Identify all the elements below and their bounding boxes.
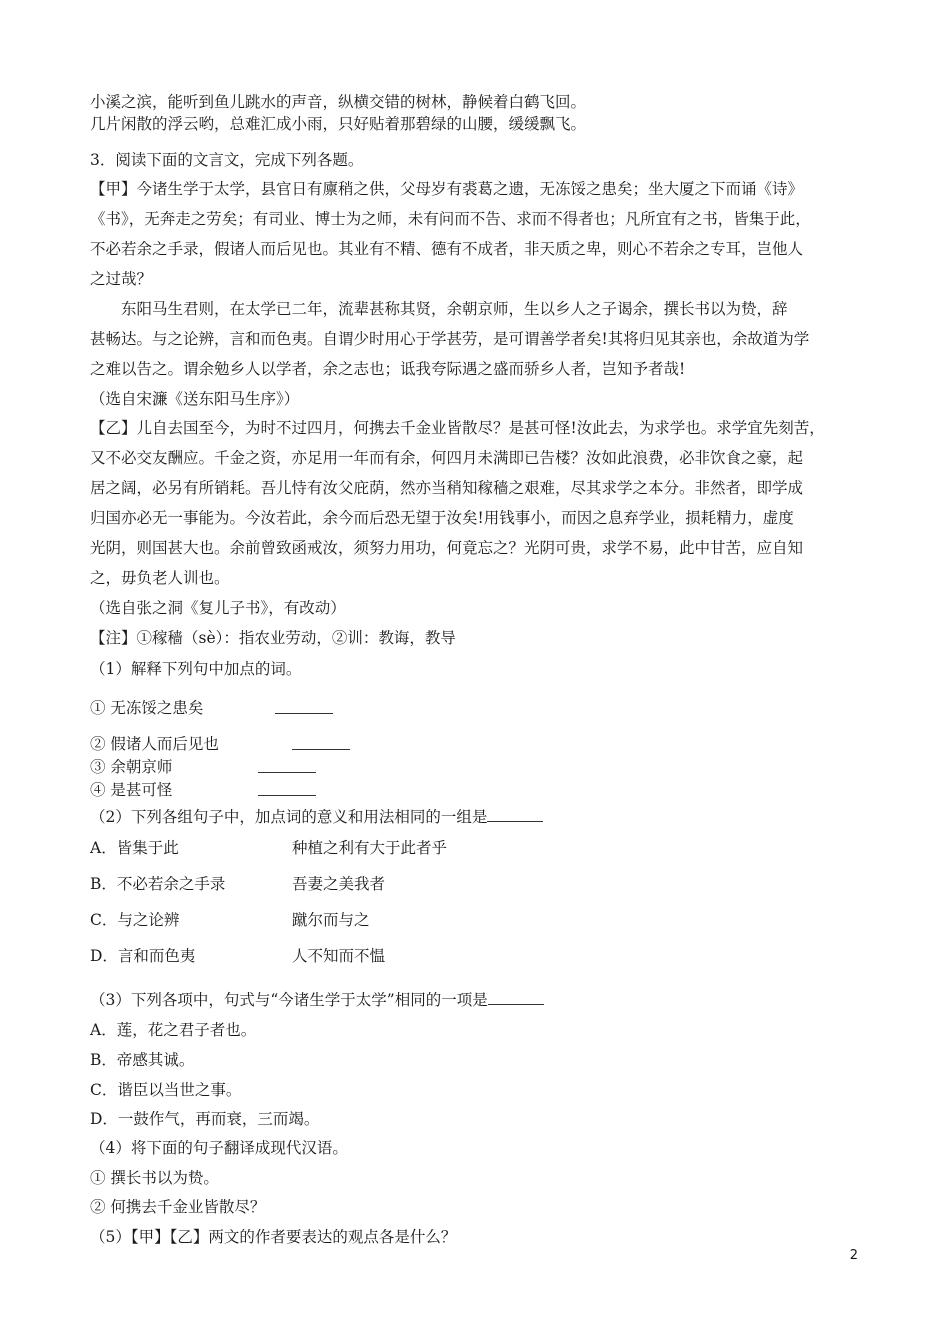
option-a-text: B．不必若余之手录 (90, 875, 226, 893)
passage-yi (90, 413, 870, 653)
sub1-item-text: ② 假诸人而后见也 (90, 735, 219, 753)
passage-line: 光阴，则国甚大也。余前曾致函戒汝，须努力用功，何竟忘之？光阴可贵，求学不易，此中甘苦，应自知 (90, 539, 804, 557)
option-b-text: 人不知而不愠 (292, 947, 386, 965)
answer-blank[interactable] (258, 781, 316, 796)
sub4-item: ② 何携去千金业皆散尽？ (90, 1198, 266, 1216)
passage-line: 之过哉？ (90, 270, 153, 288)
sub2-title-row (90, 806, 870, 828)
sub3-option[interactable]: D．一鼓作气，再而衰，三而竭。 (90, 1110, 320, 1128)
sub2-option[interactable] (90, 909, 870, 931)
page-number: 2 (849, 1248, 858, 1263)
sub1-item-text: ④ 是甚可怪 (90, 781, 173, 799)
intro-line: 小溪之滨，能听到鱼儿跳水的声音，纵横交错的树林，静候着白鹤飞回。 (90, 93, 587, 111)
answer-blank[interactable] (275, 699, 333, 714)
option-a-text: D．言和而色夷 (90, 947, 196, 965)
passage-source: （选自张之洞《复儿子书》，有改动） (90, 599, 346, 617)
passage-line: 不必若余之手录，假诸人而后见也。其业有不精、德有不成者，非天质之卑，则心不若余之专耳，岂他人 (90, 240, 804, 258)
passage-line: 甚畅达。与之论辨，言和而色夷。自谓少时用心于学甚劳，是可谓善学者矣!其将归见其亲也，余故道为学 (90, 330, 810, 348)
answer-blank[interactable] (487, 807, 543, 822)
sub3-option[interactable]: A．莲，花之君子者也。 (90, 1021, 257, 1039)
passage-line: 之，毋负老人训也。 (90, 569, 230, 587)
sub2-option[interactable] (90, 837, 870, 859)
passage-line: 归国亦必无一事能为。今汝若此，余今而后恐无望于汝矣!用钱事小，而因之息弃学业，损耗精力，虚度 (90, 509, 794, 527)
sub1-item (90, 756, 870, 778)
sub1-item (90, 779, 870, 801)
sub4-item: ① 撰长书以为贽。 (90, 1169, 219, 1187)
intro-line: 几片闲散的浮云哟，总难汇成小雨，只好贴着那碧绿的山腰，缓缓飘飞。 (90, 115, 587, 133)
sub1-item (90, 733, 870, 755)
annotation-note: 【注】①稼穑（sè）：指农业劳动，②训：教诲，教导 (90, 629, 456, 647)
passage-line: 居之阔，必另有所销耗。吾儿恃有汝父庇荫，然亦当稍知稼穑之艰难，尽其求学之本分。非然者，即学成 (90, 479, 804, 497)
sub3-title-row (90, 989, 870, 1011)
sub1-item-text: ① 无冻馁之患矣 (90, 699, 204, 717)
passage-line: 东阳马生君则，在太学已二年，流辈甚称其贤，余朝京师，生以乡人之子谒余，撰长书以为贽，辞 (90, 300, 788, 318)
sub1-item (90, 697, 870, 719)
sub2-option[interactable] (90, 945, 870, 967)
sub4-title: （4）将下面的句子翻译成现代汉语。 (90, 1139, 348, 1157)
passage-jia (90, 174, 870, 414)
sub3-option[interactable]: C．谐臣以当世之事。 (90, 1081, 242, 1099)
question-3-title: 3．阅读下面的文言文，完成下列各题。 (90, 151, 364, 169)
passage-line: 【乙】儿自去国至今，为时不过四月，何携去千金业皆散尽？是甚可怪!汝此去，为求学也。求学宜先刻苦， (90, 419, 825, 437)
option-b-text: 吾妻之美我者 (292, 875, 386, 893)
passage-source: （选自宋濂《送东阳马生序》） (90, 390, 300, 408)
passage-line: 【甲】今诸生学于太学，县官日有廪稍之供，父母岁有裘葛之遗，无冻馁之患矣；坐大厦之下而诵《诗》 (90, 180, 804, 198)
option-b-text: 蹴尔而与之 (292, 911, 370, 929)
sub1-item-text: ③ 余朝京师 (90, 758, 173, 776)
option-a-text: C．与之论辨 (90, 911, 180, 929)
option-a-text: A．皆集于此 (90, 839, 179, 857)
sub3-option[interactable]: B．帝感其诚。 (90, 1051, 195, 1069)
passage-line: 《书》，无奔走之劳矣；有司业、博士为之师，未有问而不告、求而不得者也；凡所宜有之书，皆集于此， (90, 210, 811, 228)
sub2-title: （2）下列各组句子中，加点词的意义和用法相同的一组是 (90, 808, 488, 826)
sub2-option[interactable] (90, 873, 870, 895)
answer-blank[interactable] (258, 758, 316, 773)
sub3-title: （3）下列各项中，句式与“今诸生学于太学”相同的一项是 (90, 991, 488, 1009)
option-b-text: 种植之利有大于此者乎 (292, 839, 448, 857)
answer-blank[interactable] (292, 735, 350, 750)
passage-line: 之难以告之。谓余勉乡人以学者，余之志也；诋我夸际遇之盛而骄乡人者，岂知予者哉! (90, 360, 686, 378)
answer-blank[interactable] (488, 990, 544, 1005)
passage-line: 又不必交友酬应。千金之资，亦足用一年而有余，何四月未满即已告楼？汝如此浪费，必非饮食之豪，起 (90, 449, 804, 467)
sub1-title: （1）解释下列句中加点的词。 (90, 660, 302, 678)
sub5-title: （5）【甲】【乙】两文的作者要表达的观点各是什么？ (90, 1228, 457, 1246)
